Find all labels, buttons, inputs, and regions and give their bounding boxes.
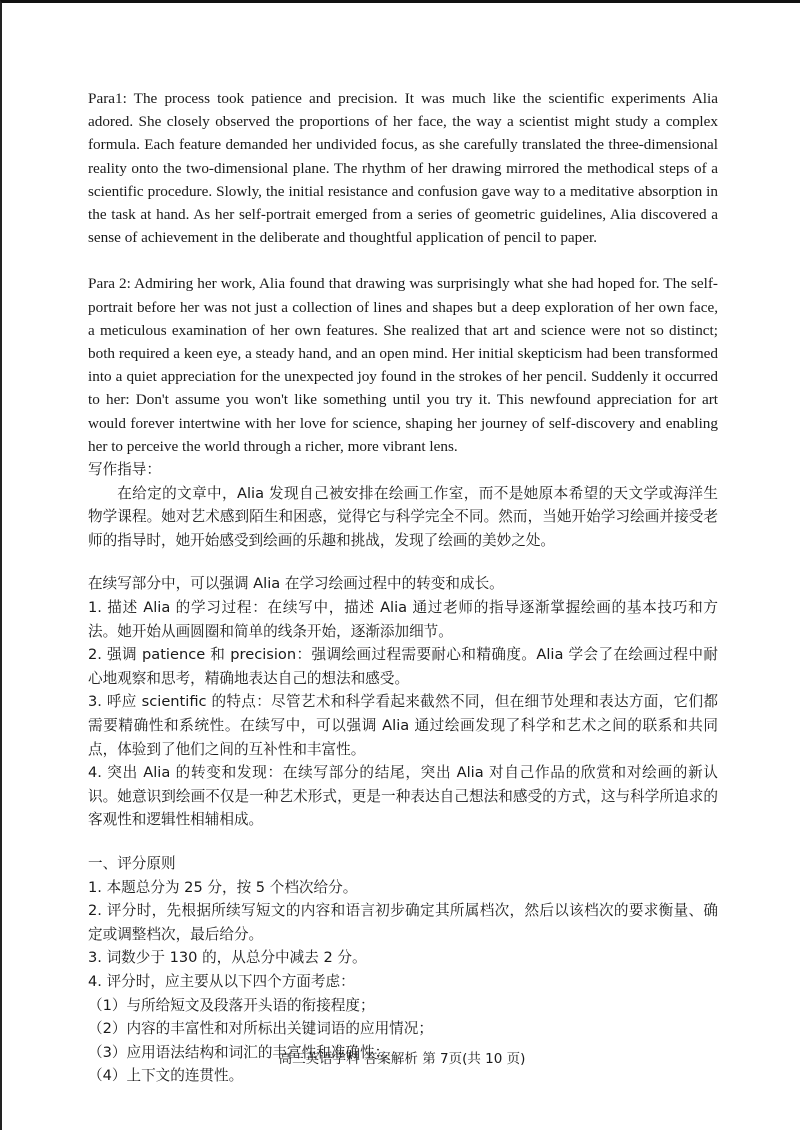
- guide-point: 2. 强调 patience 和 precision：强调绘画过程需要耐心和精确度。Alia 学会了在绘画过程中耐心地观察和思考，精确地表达自己的想法和感受。: [88, 646, 718, 687]
- scoring-item: 3. 词数少于 130 的，从总分中减去 2 分。: [88, 949, 367, 967]
- guide-point: 4. 突出 Alia 的转变和发现：在续写部分的结尾，突出 Alia 对自己作品的欣赏和对绘画的新认识。她意识到绘画不仅是一种艺术形式，更是一种表达自己想法和感受的方式，这与科学所追求的客观性和逻辑性相辅相成。: [88, 764, 718, 829]
- scoring-subitem: （3）应用语法结构和词汇的丰富性和准确性；: [88, 1043, 390, 1061]
- scoring-item: 4. 评分时，应主要从以下四个方面考虑：: [88, 972, 355, 990]
- spacer: [88, 552, 718, 572]
- paragraph-2: Para 2: Admiring her work, Alia found that drawing was surprisingly what she had hoped for. The self-portrait before her was not just a collection of lines and shapes but a deep exploration of her own face, a meticulous examination of her own features. She realized that art and science were not so distinct; both required a keen eye, a steady hand, and an open mind. Her initial skepticism had been transformed into a quiet appreciation for the unexpected joy found in the strokes of her pencil. Suddenly it occurred to her: Don't assume you won't like something until you try it. This newfound appreciation for art would forever intertwine with her love for science, shaping her journey of self-discovery and enabling her to perceive the world through a richer, more vibrant lens.: [88, 275, 718, 455]
- writing-guide-heading: 写作指导：: [88, 461, 161, 479]
- paragraph-1: Para1: The process took patience and precision. It was much like the scientific experiments Alia adored. She closely observed the proportions of her face, the way a scientist might study a complex formula. Each feature demanded her undivided focus, as she carefully translated the three-dimensional reality onto the two-dimensional plane. The rhythm of her drawing mirrored the methodical steps of a scientific procedure. Slowly, the initial resistance and confusion gave way to a meditative absorption in the task at hand. As her self-portrait emerged from a series of geometric guidelines, Alia discovered a sense of achievement in the deliberate and thoughtful application of pencil to paper.: [88, 90, 718, 247]
- page-content: [88, 87, 718, 1088]
- spacer: [88, 832, 718, 852]
- scoring-item: 2. 评分时，先根据所续写短文的内容和语言初步确定其所属档次，然后以该档次的要求衡量、确定或调整档次，最后给分。: [88, 902, 718, 943]
- scoring-subitem: （2）内容的丰富性和对所标出关键词语的应用情况；: [88, 1020, 433, 1038]
- scoring-heading: 一、评分原则: [88, 854, 176, 872]
- guide-point: 3. 呼应 scientific 的特点：尽管艺术和科学看起来截然不同，但在细节处理和表达方面，它们都需要精确性和系统性。在续写中，可以强调 Alia 通过绘画发现了科学和艺术之间的联系和共同点，体验到了他们之间的互补性和丰富性。: [88, 693, 718, 758]
- scoring-subitem: （4）上下文的连贯性。: [88, 1067, 244, 1085]
- guide-point: 1. 描述 Alia 的学习过程：在续写中，描述 Alia 通过老师的指导逐渐掌握绘画的基本技巧和方法。她开始从画圆圈和简单的线条开始，逐渐添加细节。: [88, 599, 718, 640]
- page-footer: 高三英语学科 答案解析 第 7页(共 10 页): [278, 1051, 526, 1067]
- writing-guide-intro: 在给定的文章中，Alia 发现自己被安排在绘画工作室，而不是她原本希望的天文学或海洋生物学课程。她对艺术感到陌生和困惑，觉得它与科学完全不同。然而，当她开始学习绘画并接受老师的指导时，她开始感受到绘画的乐趣和挑战，发现了绘画的美妙之处。: [88, 484, 718, 549]
- scoring-subitem: （1）与所给短文及段落开头语的衔接程度；: [88, 996, 375, 1014]
- scoring-item: 1. 本题总分为 25 分，按 5 个档次给分。: [88, 878, 358, 896]
- writing-guide-lead: 在续写部分中，可以强调 Alia 在学习绘画过程中的转变和成长。: [88, 575, 504, 593]
